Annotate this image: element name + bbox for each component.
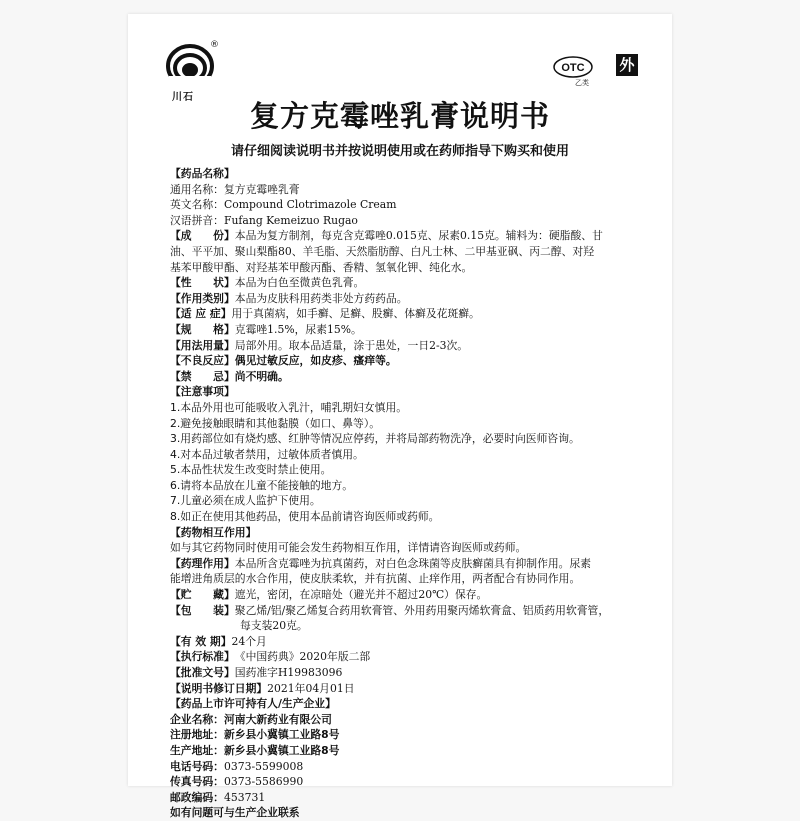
postcode-value: 453731 bbox=[223, 790, 266, 804]
indication-label: 【适 应 症】 bbox=[170, 307, 232, 321]
interaction-heading: 【药物相互作用】 bbox=[170, 525, 257, 539]
standard-label: 【执行标准】 bbox=[170, 650, 235, 664]
page-title: 复方克霉唑乳膏说明书 bbox=[249, 99, 550, 133]
spec-value: 克霉唑1.5%，尿素15%。 bbox=[234, 322, 362, 336]
indication-row bbox=[170, 306, 648, 322]
contra-label: 【禁 忌】 bbox=[170, 369, 235, 383]
precaution-item: 3.用药部位如有烧灼感、红肿等情况应停药，并将局部药物洗净，必要时向医师咨询。 bbox=[170, 432, 580, 446]
revision-value: 2021年04月01日 bbox=[267, 681, 355, 695]
english-name-label: 英文名称： bbox=[170, 198, 224, 212]
category-label: 【作用类别】 bbox=[170, 291, 235, 305]
fax-row bbox=[170, 774, 648, 790]
standard-row bbox=[170, 649, 648, 665]
phone-label: 电话号码： bbox=[170, 759, 224, 773]
pharmacology-line-1: 本品所含克霉唑为抗真菌药，对白色念珠菌等皮肤癣菌具有抑制作用。尿素 bbox=[234, 556, 592, 570]
english-name-value: Compound Clotrimazole Cream bbox=[223, 198, 397, 212]
reg-address-label: 注册地址： bbox=[170, 728, 224, 742]
phone-value: 0373-5599008 bbox=[223, 759, 304, 773]
holder-heading: 【药品上市许可持有人/生产企业】 bbox=[170, 697, 336, 711]
ingredients-line-2: 油、平平加、聚山梨酯80、羊毛脂、天然脂肪醇、白凡士林、二甲基亚砜、丙二醇、对羟 bbox=[170, 244, 595, 258]
dosage-value: 局部外用。取本品适量，涂于患处，一日2-3次。 bbox=[234, 338, 469, 352]
contra-row bbox=[170, 369, 648, 385]
precaution-item: 2.避免接触眼睛和其他黏膜（如口、鼻等）。 bbox=[170, 416, 381, 430]
external-use-badge: 外 bbox=[616, 54, 638, 76]
standard-value: 《中国药典》2020年版二部 bbox=[234, 650, 371, 664]
company-label: 企业名称： bbox=[170, 712, 224, 726]
precaution-item: 8.如正在使用其他药品，使用本品前请咨询医师或药师。 bbox=[170, 510, 440, 524]
storage-value: 遮光，密闭，在凉暗处（避光并不超过20℃）保存。 bbox=[234, 588, 488, 602]
ingredients-line-1: 本品为复方制剂，每克含克霉唑0.015克、尿素0.15克。辅料为：硬脂酸、甘 bbox=[234, 229, 603, 243]
drug-name-heading: 【药品名称】 bbox=[170, 167, 235, 180]
appearance-row bbox=[170, 275, 648, 291]
category-value: 本品为皮肤科用药类非处方药药品。 bbox=[234, 291, 408, 305]
logo-caption: 川石 bbox=[172, 92, 194, 103]
category-row bbox=[170, 291, 648, 307]
precautions-heading: 【注意事项】 bbox=[170, 385, 235, 399]
prod-address-row bbox=[170, 743, 648, 759]
storage-row bbox=[170, 587, 648, 603]
approval-label: 【批准文号】 bbox=[170, 666, 235, 679]
revision-label: 【说明书修订日期】 bbox=[170, 681, 268, 695]
postcode-label: 邮政编码： bbox=[170, 790, 224, 804]
approval-value: 国药准字H19983096 bbox=[234, 666, 343, 679]
page-subtitle: 请仔细阅读说明书并按说明使用或在药师指导下购买和使用 bbox=[230, 144, 569, 159]
fax-value: 0373-5586990 bbox=[223, 775, 304, 789]
fax-label: 传真号码： bbox=[170, 775, 224, 789]
prod-address-label: 生产地址： bbox=[170, 743, 224, 757]
validity-label: 【有 效 期】 bbox=[170, 634, 232, 648]
company-value: 河南大新药业有限公司 bbox=[223, 712, 332, 726]
package-label: 【包 装】 bbox=[170, 603, 235, 617]
validity-row bbox=[170, 634, 648, 650]
dosage-label: 【用法用量】 bbox=[170, 338, 235, 352]
otc-oval-icon bbox=[553, 56, 593, 78]
precaution-item: 5.本品性状发生改变时禁止使用。 bbox=[170, 463, 332, 477]
reg-address-row bbox=[170, 727, 648, 743]
appearance-label: 【性 状】 bbox=[170, 276, 235, 290]
interaction-value: 如与其它药物同时使用可能会发生药物相互作用，详情请咨询医师或药师。 bbox=[170, 541, 527, 555]
ingredients-label: 【成 份】 bbox=[170, 229, 235, 243]
contact-note: 如有问题可与生产企业联系 bbox=[170, 806, 300, 820]
adverse-row bbox=[170, 353, 648, 369]
approval-row bbox=[170, 665, 648, 681]
otc-text: OTC bbox=[561, 62, 585, 74]
package-row bbox=[170, 603, 648, 619]
precaution-item: 6.请将本品放在儿童不能接触的地方。 bbox=[170, 478, 354, 492]
reg-address-value: 新乡县小冀镇工业路8号 bbox=[223, 728, 340, 742]
storage-label: 【贮 藏】 bbox=[170, 588, 235, 602]
generic-name-value: 复方克霉唑乳膏 bbox=[223, 182, 300, 196]
indication-value: 用于真菌病，如手癣、足癣、股癣、体癣及花斑癣。 bbox=[231, 307, 480, 321]
package-line-1: 聚乙烯/铝/聚乙烯复合药用软膏管、外用药用聚丙烯软膏盒、铝质药用软膏管， bbox=[234, 603, 610, 617]
contra-value: 尚不明确。 bbox=[234, 369, 289, 383]
adverse-value: 偶见过敏反应，如皮疹、瘙痒等。 bbox=[234, 354, 397, 368]
postcode-row bbox=[170, 790, 648, 806]
ingredients-line-3: 基苯甲酸甲酯、对羟基苯甲酸丙酯、香精、氢氧化钾、纯化水。 bbox=[170, 260, 473, 274]
phone-row bbox=[170, 759, 648, 775]
generic-name-row bbox=[170, 182, 648, 198]
pinyin-label: 汉语拼音： bbox=[170, 213, 224, 227]
pinyin-value: Fufang Kemeizuo Rugao bbox=[223, 213, 358, 227]
otc-class-label: 乙类 bbox=[575, 79, 589, 87]
revision-row bbox=[170, 681, 648, 697]
package-line-2: 每支装20克。 bbox=[240, 619, 308, 633]
leaflet-page bbox=[128, 14, 672, 820]
appearance-value: 本品为白色至微黄色乳膏。 bbox=[234, 276, 365, 290]
spec-row bbox=[170, 322, 648, 338]
dosage-row bbox=[170, 338, 648, 354]
leaflet-content bbox=[170, 166, 648, 821]
english-name-row bbox=[170, 197, 648, 213]
otc-badge bbox=[553, 56, 613, 92]
generic-name-label: 通用名称： bbox=[170, 182, 224, 196]
pharmacology-line-2: 能增进角质层的水合作用，使皮肤柔软，并有抗菌、止痒作用，两者配合有协同作用。 bbox=[170, 572, 581, 586]
precaution-item: 1.本品外用也可能吸收入乳汁，哺乳期妇女慎用。 bbox=[170, 400, 408, 414]
pharmacology-row bbox=[170, 556, 648, 572]
pharmacology-label: 【药理作用】 bbox=[170, 556, 235, 570]
spec-label: 【规 格】 bbox=[170, 322, 235, 336]
precaution-item: 4.对本品过敏者禁用，过敏体质者慎用。 bbox=[170, 447, 364, 461]
registered-mark: ® bbox=[210, 40, 219, 50]
adverse-label: 【不良反应】 bbox=[170, 354, 235, 368]
validity-value: 24个月 bbox=[231, 634, 267, 648]
pinyin-row bbox=[170, 213, 648, 229]
ingredients-row bbox=[170, 228, 648, 244]
company-row bbox=[170, 712, 648, 728]
brand-logo bbox=[166, 42, 226, 102]
prod-address-value: 新乡县小冀镇工业路8号 bbox=[223, 743, 340, 757]
precaution-item: 7.儿童必须在成人监护下使用。 bbox=[170, 494, 321, 508]
